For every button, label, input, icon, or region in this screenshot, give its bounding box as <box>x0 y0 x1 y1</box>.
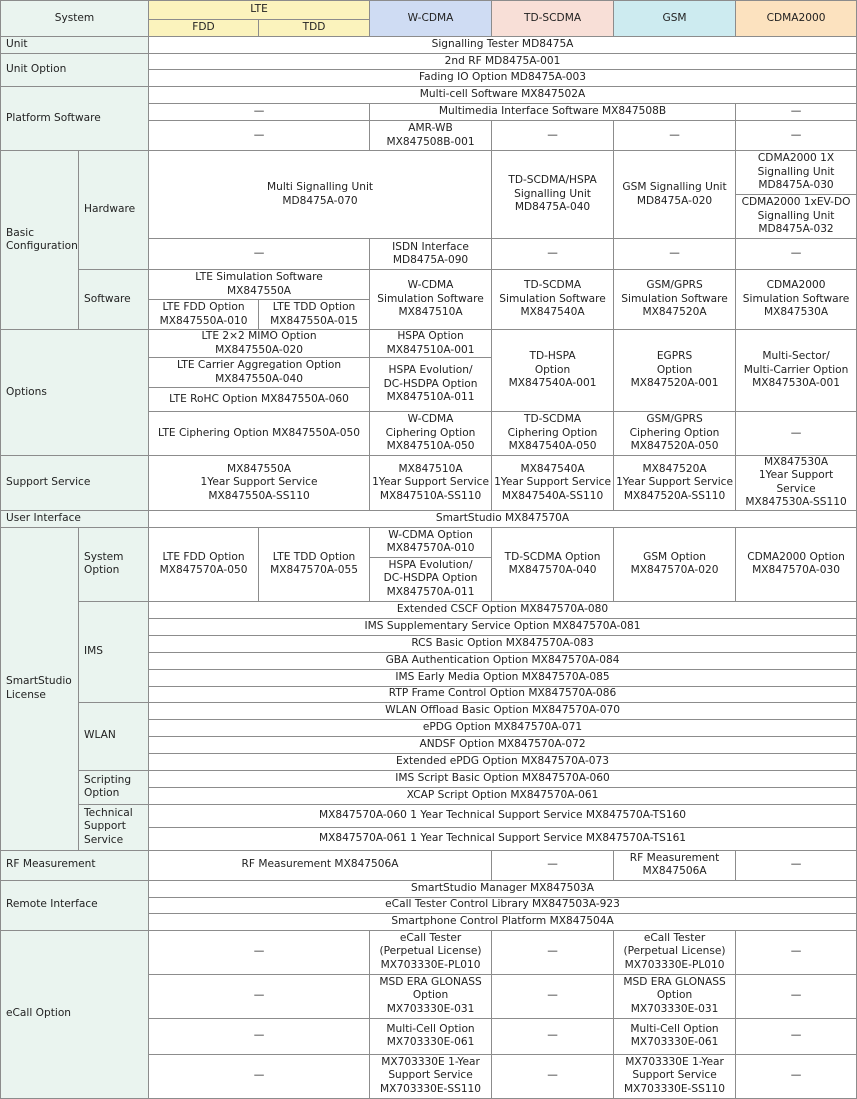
cdma-support-service: MX847530A 1Year Support Service MX847530A-SS110 <box>736 456 857 511</box>
ims-option: IMS Early Media Option MX847570A-085 <box>149 669 857 686</box>
dash-cell: — <box>149 930 370 974</box>
unit-option-item: 2nd RF MD8475A-001 <box>149 54 857 70</box>
multi-cell-option-gsm: Multi-Cell Option MX703330E-061 <box>614 1018 736 1054</box>
ss-hspa-evolution-option: HSPA Evolution/ DC-HSDPA Option MX847570A-011 <box>370 557 492 601</box>
row-label-platform-software: Platform Software <box>1 87 149 151</box>
ecall-support-service-gsm: MX703330E 1-Year Support Service MX703330E-SS110 <box>614 1054 736 1098</box>
lte-fdd-option: LTE FDD Option MX847550A-010 <box>149 300 259 330</box>
dash-cell: — <box>149 104 370 121</box>
ss-cdma-option: CDMA2000 Option MX847570A-030 <box>736 527 857 601</box>
multi-cell-option-wcdma: Multi-Cell Option MX703330E-061 <box>370 1018 492 1054</box>
lte-ciphering-option: LTE Ciphering Option MX847550A-050 <box>149 412 370 456</box>
row-label-technical-support-service: Technical Support Service <box>79 804 149 850</box>
ss-lte-tdd-option: LTE TDD Option MX847570A-055 <box>259 527 370 601</box>
lte-support-service: MX847550A 1Year Support Service MX847550A-SS110 <box>149 456 370 511</box>
tdscdma-simulation-software: TD-SCDMA Simulation Software MX847540A <box>492 270 614 330</box>
unit-option-item: Fading IO Option MD8475A-003 <box>149 70 857 87</box>
ss-gsm-option: GSM Option MX847570A-020 <box>614 527 736 601</box>
row-label-basic-configuration: Basic Configuration <box>1 151 79 330</box>
wlan-option: Extended ePDG Option MX847570A-073 <box>149 753 857 770</box>
gsm-ciphering-option: GSM/GPRS Ciphering Option MX847520A-050 <box>614 412 736 456</box>
row-label-unit: Unit <box>1 37 149 54</box>
tdscdma-support-service: MX847540A 1Year Support Service MX847540A-SS110 <box>492 456 614 511</box>
row-label-system-option: System Option <box>79 527 149 601</box>
hspa-evolution-option: HSPA Evolution/ DC-HSDPA Option MX847510A-011 <box>370 358 492 412</box>
row-label-unit-option: Unit Option <box>1 54 149 87</box>
dash-cell: — <box>492 974 614 1018</box>
dash-cell: — <box>492 930 614 974</box>
dash-cell: — <box>149 1054 370 1098</box>
cdma-multi-sector-option: Multi-Sector/ Multi-Carrier Option MX847530A-001 <box>736 330 857 412</box>
ecall-tester-wcdma: eCall Tester (Perpetual License) MX703330E-PL010 <box>370 930 492 974</box>
wcdma-ciphering-option: W-CDMA Ciphering Option MX847510A-050 <box>370 412 492 456</box>
wcdma-simulation-software: W-CDMA Simulation Software MX847510A <box>370 270 492 330</box>
row-label-smartstudio-license: SmartStudio License <box>1 527 79 850</box>
ims-option: Extended CSCF Option MX847570A-080 <box>149 601 857 618</box>
row-label-scripting-option: Scripting Option <box>79 770 149 804</box>
ims-option: RCS Basic Option MX847570A-083 <box>149 635 857 652</box>
row-label-options: Options <box>1 330 149 456</box>
dash-cell: — <box>492 1054 614 1098</box>
dash-cell: — <box>492 850 614 880</box>
ecall-support-service-wcdma: MX703330E 1-Year Support Service MX703330E-SS110 <box>370 1054 492 1098</box>
rf-measurement-lte-wcdma: RF Measurement MX847506A <box>149 850 492 880</box>
scripting-option: IMS Script Basic Option MX847570A-060 <box>149 770 857 787</box>
row-label-rf-measurement: RF Measurement <box>1 850 149 880</box>
ims-option: IMS Supplementary Service Option MX847570A-081 <box>149 618 857 635</box>
remote-interface-item: eCall Tester Control Library MX847503A-923 <box>149 897 857 913</box>
dash-cell: — <box>614 121 736 151</box>
ss-wcdma-option: W-CDMA Option MX847570A-010 <box>370 527 492 557</box>
header-system: System <box>1 1 149 37</box>
dash-cell: — <box>736 850 857 880</box>
wlan-option: ANDSF Option MX847570A-072 <box>149 736 857 753</box>
technical-support-service: MX847570A-061 1 Year Technical Support Service MX847570A-TS161 <box>149 827 857 850</box>
gsm-signalling-unit: GSM Signalling Unit MD8475A-020 <box>614 151 736 239</box>
technical-support-service: MX847570A-060 1 Year Technical Support Service MX847570A-TS160 <box>149 804 857 827</box>
tdscdma-signalling-unit: TD-SCDMA/HSPA Signalling Unit MD8475A-040 <box>492 151 614 239</box>
row-label-ims: IMS <box>79 601 149 702</box>
dash-cell: — <box>492 1018 614 1054</box>
ims-option: GBA Authentication Option MX847570A-084 <box>149 652 857 669</box>
row-label-remote-interface: Remote Interface <box>1 880 149 930</box>
ss-lte-fdd-option: LTE FDD Option MX847570A-050 <box>149 527 259 601</box>
ims-option: RTP Frame Control Option MX847570A-086 <box>149 686 857 702</box>
header-cdma2000: CDMA2000 <box>736 1 857 37</box>
dash-cell: — <box>149 974 370 1018</box>
dash-cell: — <box>736 412 857 456</box>
lte-mimo-option: LTE 2×2 MIMO Option MX847550A-020 <box>149 330 370 358</box>
dash-cell: — <box>736 121 857 151</box>
multimedia-interface-software: Multimedia Interface Software MX847508B <box>370 104 736 121</box>
dash-cell: — <box>736 1054 857 1098</box>
multi-signalling-unit: Multi Signalling Unit MD8475A-070 <box>149 151 492 239</box>
ecall-tester-gsm: eCall Tester (Perpetual License) MX703330E-PL010 <box>614 930 736 974</box>
ss-tdscdma-option: TD-SCDMA Option MX847570A-040 <box>492 527 614 601</box>
dash-cell: — <box>736 1018 857 1054</box>
gsm-simulation-software: GSM/GPRS Simulation Software MX847520A <box>614 270 736 330</box>
row-label-user-interface: User Interface <box>1 510 149 527</box>
header-gsm: GSM <box>614 1 736 37</box>
remote-interface-item: SmartStudio Manager MX847503A <box>149 880 857 897</box>
multicell-software: Multi-cell Software MX847502A <box>149 87 857 104</box>
header-fdd: FDD <box>149 20 259 37</box>
row-label-software: Software <box>79 270 149 330</box>
header-lte: LTE <box>149 1 370 20</box>
lte-tdd-option: LTE TDD Option MX847550A-015 <box>259 300 370 330</box>
header-tdscdma: TD-SCDMA <box>492 1 614 37</box>
lte-simulation-software: LTE Simulation Software MX847550A <box>149 270 370 300</box>
row-label-wlan: WLAN <box>79 702 149 770</box>
row-label-hardware: Hardware <box>79 151 149 270</box>
row-label-ecall-option: eCall Option <box>1 930 149 1098</box>
dash-cell: — <box>492 121 614 151</box>
header-wcdma: W-CDMA <box>370 1 492 37</box>
smartstudio-value: SmartStudio MX847570A <box>149 510 857 527</box>
scripting-option: XCAP Script Option MX847570A-061 <box>149 787 857 804</box>
row-label-support-service: Support Service <box>1 456 149 511</box>
hspa-option: HSPA Option MX847510A-001 <box>370 330 492 358</box>
cdma2000-evdo-signalling-unit: CDMA2000 1xEV-DO Signalling Unit MD8475A-032 <box>736 195 857 239</box>
dash-cell: — <box>149 239 370 270</box>
remote-interface-item: Smartphone Control Platform MX847504A <box>149 913 857 930</box>
dash-cell: — <box>149 121 370 151</box>
dash-cell: — <box>736 104 857 121</box>
egprs-option: EGPRS Option MX847520A-001 <box>614 330 736 412</box>
tdscdma-ciphering-option: TD-SCDMA Ciphering Option MX847540A-050 <box>492 412 614 456</box>
dash-cell: — <box>736 974 857 1018</box>
cdma2000-simulation-software: CDMA2000 Simulation Software MX847530A <box>736 270 857 330</box>
lte-rohc-option: LTE RoHC Option MX847550A-060 <box>149 388 370 412</box>
rf-measurement-gsm: RF Measurement MX847506A <box>614 850 736 880</box>
isdn-interface: ISDN Interface MD8475A-090 <box>370 239 492 270</box>
dash-cell: — <box>736 930 857 974</box>
lte-carrier-aggregation-option: LTE Carrier Aggregation Option MX847550A-040 <box>149 358 370 388</box>
wcdma-support-service: MX847510A 1Year Support Service MX847510A-SS110 <box>370 456 492 511</box>
header-tdd: TDD <box>259 20 370 37</box>
msd-era-glonass-gsm: MSD ERA GLONASS Option MX703330E-031 <box>614 974 736 1018</box>
cdma2000-1x-signalling-unit: CDMA2000 1X Signalling Unit MD8475A-030 <box>736 151 857 195</box>
dash-cell: — <box>492 239 614 270</box>
gsm-support-service: MX847520A 1Year Support Service MX847520A-SS110 <box>614 456 736 511</box>
msd-era-glonass-wcdma: MSD ERA GLONASS Option MX703330E-031 <box>370 974 492 1018</box>
wlan-option: ePDG Option MX847570A-071 <box>149 719 857 736</box>
dash-cell: — <box>149 1018 370 1054</box>
wlan-option: WLAN Offload Basic Option MX847570A-070 <box>149 702 857 719</box>
dash-cell: — <box>736 239 857 270</box>
amr-wb-option: AMR-WB MX847508B-001 <box>370 121 492 151</box>
td-hspa-option: TD-HSPA Option MX847540A-001 <box>492 330 614 412</box>
dash-cell: — <box>614 239 736 270</box>
unit-value: Signalling Tester MD8475A <box>149 37 857 54</box>
